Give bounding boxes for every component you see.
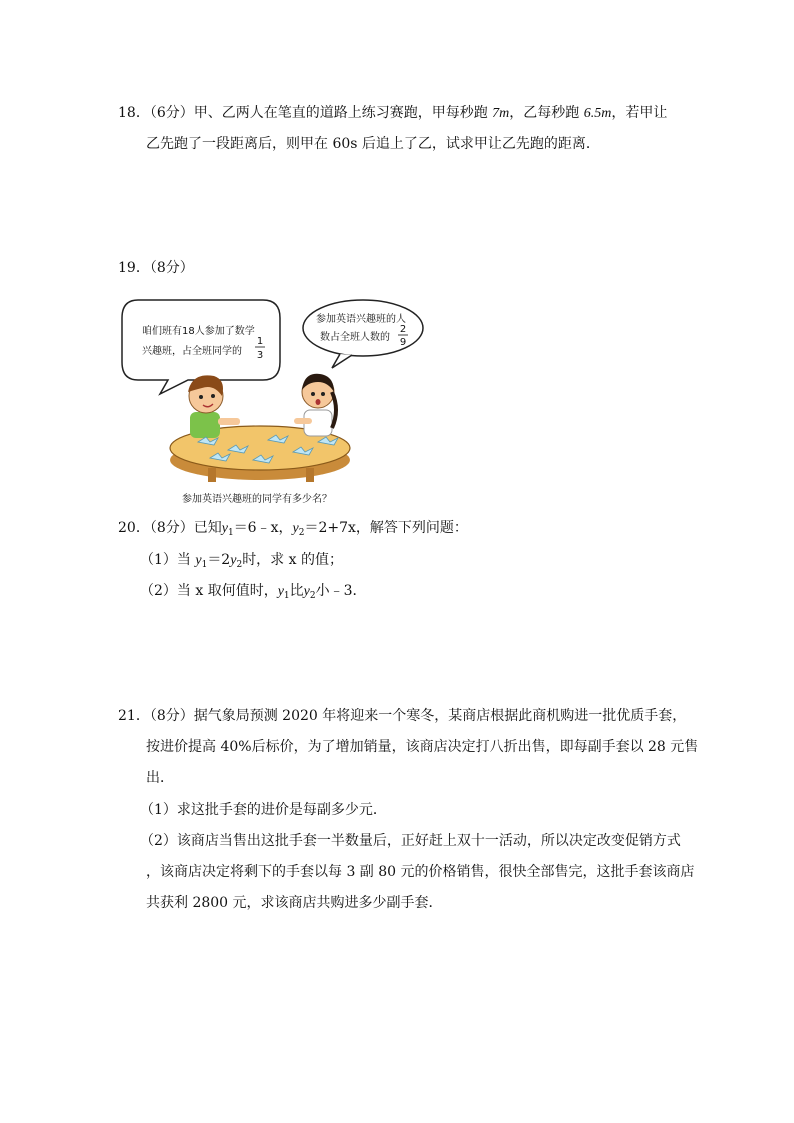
q20-text: 小﹣3． — [315, 583, 367, 599]
q20-sub: 1 — [201, 560, 208, 570]
q20-line1 — [118, 518, 468, 543]
q18-speed-a: 7m — [492, 106, 510, 121]
girl-speech-line1: 参加英语兴趣班的人 — [316, 314, 406, 325]
q21-line2: 按进价提高 40%后标价，为了增加销量，该商店决定打八折出售，即每副手套以 28 元售 — [146, 739, 699, 755]
q20-text: （1）当 — [140, 552, 196, 568]
q20-part1 — [140, 550, 343, 575]
q19-caption: 参加英语兴趣班的同学有多少名？ — [182, 494, 332, 505]
q20-text: ＝6﹣x， — [233, 520, 293, 536]
q20-text: 比 — [289, 583, 304, 599]
q20-sub: 1 — [227, 528, 234, 538]
q21-part2-line3: 共获利 2800 元，求该商店共购进多少副手套． — [146, 895, 443, 911]
q20-var: y — [221, 521, 228, 536]
q21-line3: 出． — [146, 770, 174, 786]
classroom-illustration — [118, 292, 428, 504]
q18-line2: 乙先跑了一段距离后，则甲在 60s 后追上了乙，试求甲让乙先跑的距离． — [146, 136, 600, 152]
q20-text: （2）当 x 取何值时， — [140, 583, 278, 599]
q20-sub: 1 — [283, 591, 290, 601]
q20-sub: 2 — [298, 528, 305, 538]
q20-var: y — [195, 553, 202, 568]
q20-sub: 2 — [236, 560, 243, 570]
q20-var: y — [303, 584, 310, 599]
q21-part1: （1）求这批手套的进价是每副多少元． — [140, 802, 387, 818]
q18-speed-b: 6.5m — [583, 106, 612, 121]
boy-fraction-numerator: 1 — [256, 336, 264, 347]
q20-text: 20．（8分）已知 — [118, 520, 222, 536]
q19-illustration — [118, 292, 428, 504]
q20-sub: 2 — [309, 591, 316, 601]
table-leg — [306, 468, 314, 482]
table-leg — [208, 468, 216, 482]
q21-part2-line1: （2）该商店当售出这批手套一半数量后，正好赶上双十一活动，所以决定改变促销方式 — [140, 833, 681, 849]
q20-text: ＝2 — [207, 552, 231, 568]
q19-header: 19．（8分） — [118, 260, 194, 276]
q18-text: ，乙每秒跑 — [509, 105, 584, 121]
girl-speech-line2: 数占全班人数的 — [320, 332, 390, 343]
q18-text: 18．（6分）甲、乙两人在笔直的道路上练习赛跑，甲每秒跑 — [118, 105, 493, 121]
q21-part2-line2: ，该商店决定将剩下的手套以每 3 副 80 元的价格销售，很快全部售完，这批手套该商店 — [146, 864, 695, 880]
boy-fraction-denominator: 3 — [256, 350, 264, 361]
q20-text: ＝2+7x，解答下列问题： — [304, 520, 468, 536]
girl-fraction-numerator: 2 — [399, 324, 407, 335]
q20-var: y — [230, 553, 237, 568]
girl-fraction-denominator: 9 — [399, 337, 407, 348]
q18-line1 — [118, 103, 667, 124]
girl-speech-tail — [332, 354, 352, 368]
q21-line1: 21．（8分）据气象局预测 2020 年将迎来一个寒冬，某商店根据此商机购进一批优质手套， — [118, 708, 687, 724]
girl-figure — [294, 374, 336, 436]
q20-var: y — [292, 521, 299, 536]
q18-text: ，若甲让 — [611, 105, 668, 121]
q20-var: y — [277, 584, 284, 599]
q20-part2 — [140, 581, 367, 606]
q20-text: 时，求 x 的值； — [242, 552, 343, 568]
boy-speech-line2: 兴趣班，占全班同学的 — [142, 346, 242, 357]
boy-speech-line1: 咱们班有18人参加了数学 — [142, 326, 255, 337]
